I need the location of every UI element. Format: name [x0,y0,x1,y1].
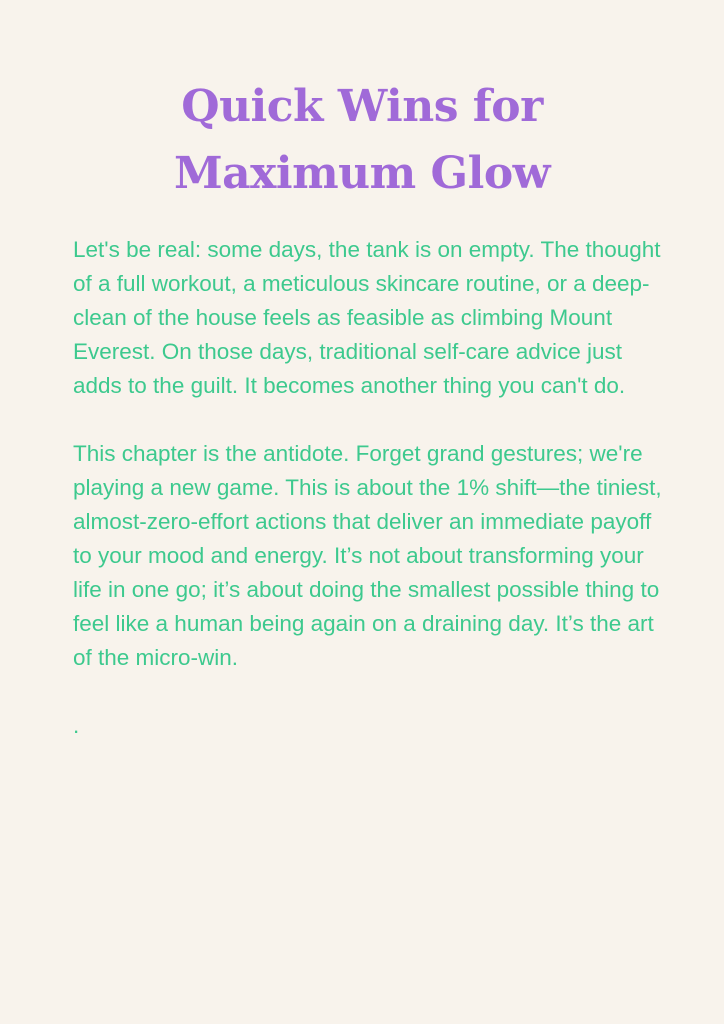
body-text [73,233,663,743]
paragraph-intro: Let's be real: some days, the tank is on empty. The thought of a full workout, a meticulous skincare routine, or a deep-clean of the house feels as feasible as climbing Mount Everest. On those days, traditional self-care advice just adds to the guilt. It becomes another thing you can't do. [73,237,661,398]
title-line-1: Quick Wins for [181,81,543,132]
paragraph-dot: . [73,713,80,738]
title-line-2: Maximum Glow [173,148,551,199]
paragraph-antidote: This chapter is the antidote. Forget grand gestures; we're playing a new game. This is about the 1% shift—the tiniest, almost-zero-effort actions that deliver an immediate payoff to your mood and energy. It’s not about transforming your life in one go; it’s about doing the smallest possible thing to feel like a human being again on a draining day. It’s the art of the micro-win. [73,441,662,670]
page-title [60,73,664,207]
